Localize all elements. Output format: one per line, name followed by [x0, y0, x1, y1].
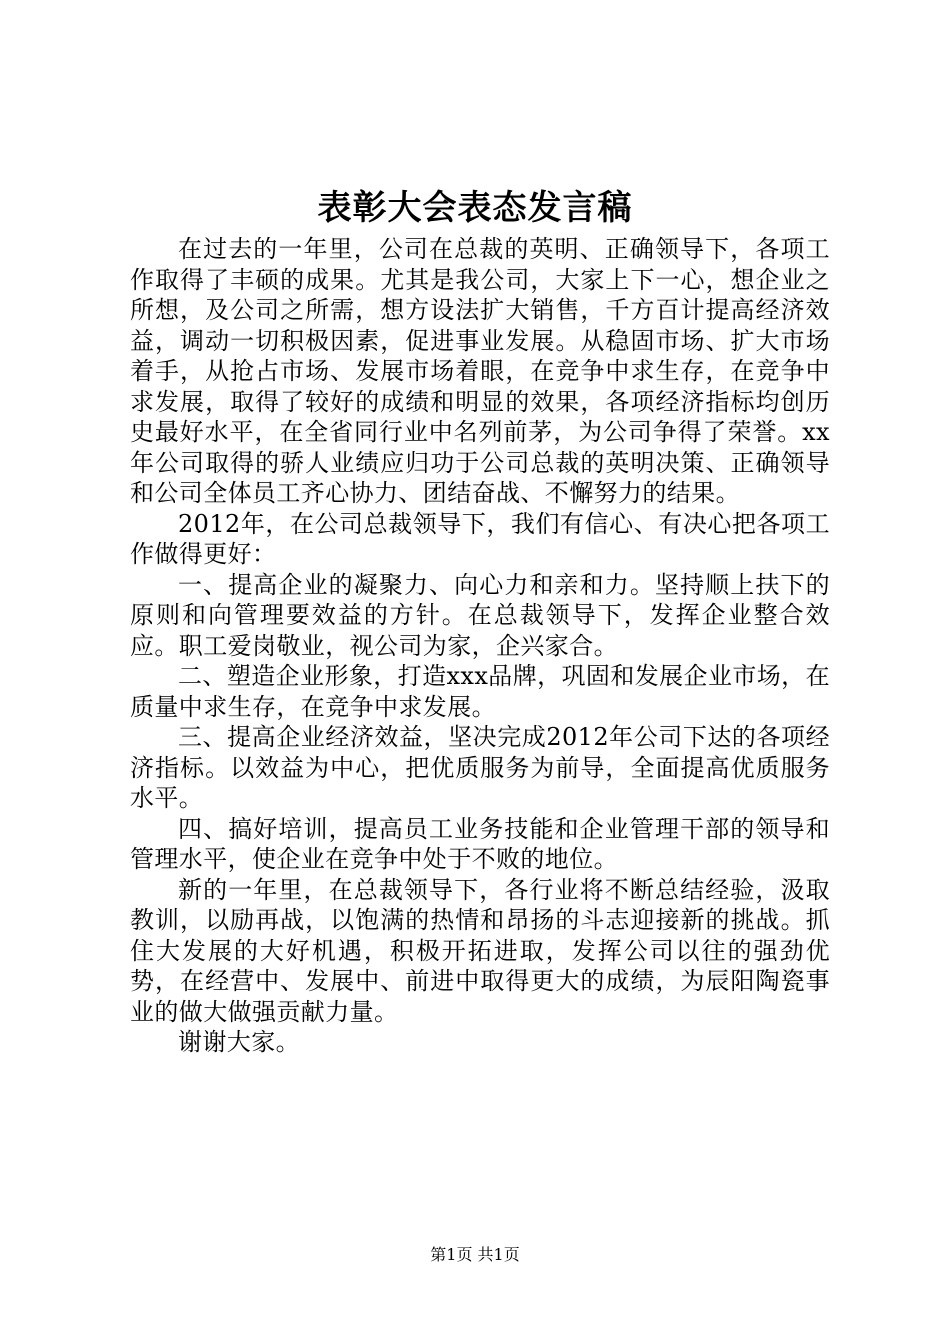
- page-number-footer: 第1页 共1页: [430, 1245, 520, 1264]
- document-body: [130, 234, 830, 1058]
- paragraph-new-year: 新的一年里，在总裁领导下，各行业将不断总结经验，汲取教训，以励再战，以饱满的热情和昂扬的斗志迎接新的挑战。抓住大发展的大好机遇，积极开拓进取，发挥公司以往的强劲优势，在经营中、发展中、前进中取得更大的成绩，为辰阳陶瓷事业的做大做强贡献力量。: [130, 875, 830, 1026]
- paragraph-point-four: 四、搞好培训，提高员工业务技能和企业管理干部的领导和管理水平，使企业在竞争中处于不败的地位。: [130, 814, 830, 873]
- paragraph-thanks: 谢谢大家。: [178, 1028, 300, 1056]
- document-title: 表彰大会表态发言稿: [317, 188, 633, 228]
- paragraph-commitment: 2012年，在公司总裁领导下，我们有信心、有决心把各项工作做得更好：: [130, 509, 830, 568]
- paragraph-point-three: 三、提高企业经济效益，坚决完成2012年公司下达的各项经济指标。以效益为中心，把优质服务为前导，全面提高优质服务水平。: [130, 723, 830, 812]
- paragraph-intro: 在过去的一年里，公司在总裁的英明、正确领导下，各项工作取得了丰硕的成果。尤其是我公司，大家上下一心，想企业之所想，及公司之所需，想方设法扩大销售，千方百计提高经济效益，调动一切积极因素，促进事业发展。从稳固市场、扩大市场着手，从抢占市场、发展市场着眼，在竞争中求生存，在竞争中求发展，取得了较好的成绩和明显的效果，各项经济指标均创历史最好水平，在全省同行业中名列前茅，为公司争得了荣誉。xx年公司取得的骄人业绩应归功于公司总裁的英明决策、正确领导和公司全体员工齐心协力、团结奋战、不懈努力的结果。: [130, 235, 830, 507]
- paragraph-point-two: 二、塑造企业形象，打造xxx品牌，巩固和发展企业市场，在质量中求生存，在竞争中求发展。: [130, 662, 830, 721]
- paragraph-point-one: 一、提高企业的凝聚力、向心力和亲和力。坚持顺上扶下的原则和向管理要效益的方针。在总裁领导下，发挥企业整合效应。职工爱岗敬业，视公司为家，企兴家合。: [130, 570, 830, 660]
